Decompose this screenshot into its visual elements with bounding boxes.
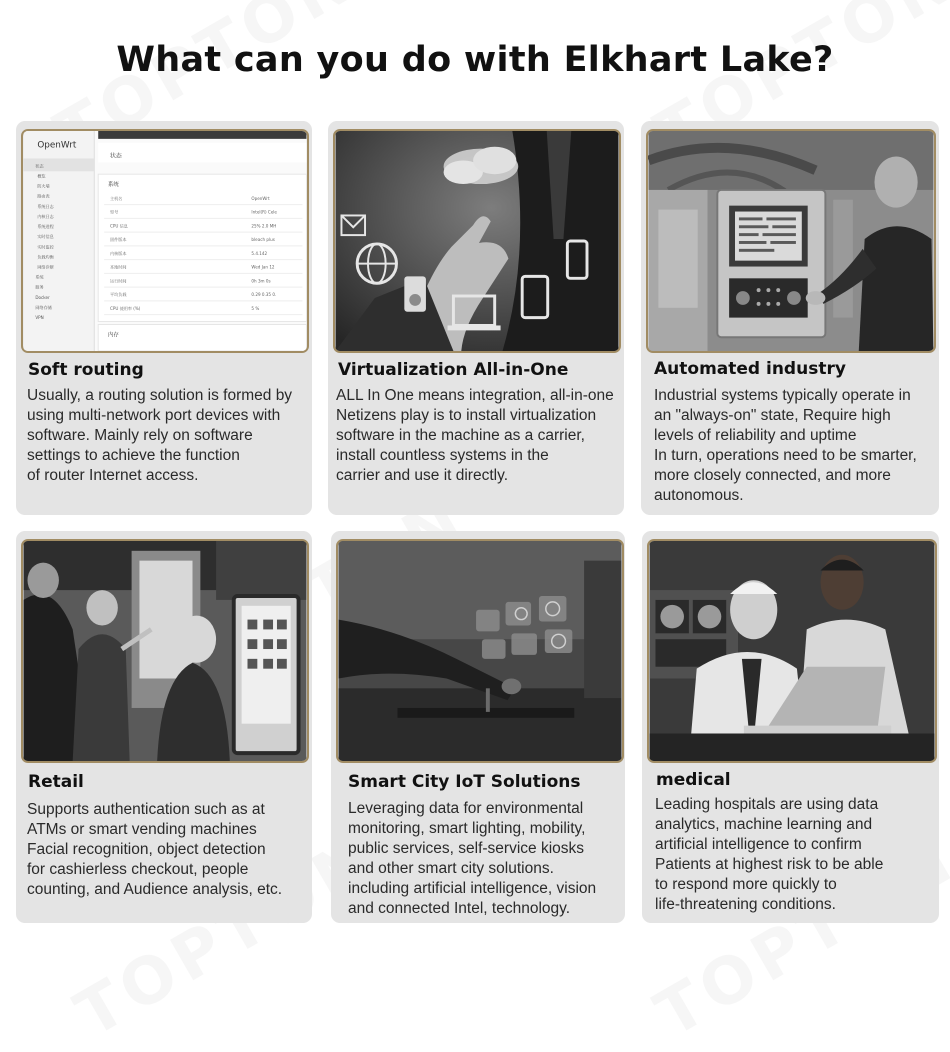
virtualization-image bbox=[333, 129, 621, 353]
openwrt-row-value: OpenWrt bbox=[251, 195, 270, 201]
openwrt-dashboard-image bbox=[21, 129, 309, 353]
card-automated-industry bbox=[641, 121, 939, 515]
card-soft-routing bbox=[16, 121, 312, 515]
openwrt-menu-item: 系统进程 bbox=[37, 224, 54, 230]
openwrt-heading: 状态 bbox=[110, 153, 122, 160]
openwrt-row-value: 25% 2.0 MH bbox=[251, 223, 277, 229]
medical-image bbox=[647, 539, 937, 763]
card-title: Automated industry bbox=[654, 359, 846, 379]
openwrt-row-label: 内核版本 bbox=[110, 250, 127, 256]
openwrt-row-label: CPU 信息 bbox=[110, 223, 128, 229]
card-retail bbox=[16, 531, 312, 923]
openwrt-section-memory: 内存 bbox=[108, 332, 119, 339]
smart-city-image bbox=[336, 539, 624, 763]
card-title: Smart City IoT Solutions bbox=[348, 772, 581, 792]
card-title: Soft routing bbox=[28, 360, 144, 380]
openwrt-row-label: 型号 bbox=[110, 209, 119, 215]
openwrt-menu-item: 路由表 bbox=[37, 193, 50, 199]
page-title: What can you do with Elkhart Lake? bbox=[116, 40, 834, 80]
openwrt-row-label: 本地时间 bbox=[110, 264, 127, 270]
industry-image bbox=[646, 129, 936, 353]
openwrt-menu-item: 负载均衡 bbox=[37, 254, 54, 260]
card-description: Leveraging data for environmental monitoring, smart lighting, mobility, public services, self-service kiosks and other smart city solutions. including artificial intelligence, vision and connected Intel, technology. bbox=[348, 800, 597, 917]
doctors-laptop-photo bbox=[649, 541, 935, 761]
openwrt-menu-item: 系统 bbox=[35, 274, 44, 280]
card-description: ALL In One means integration, all-in-one Netizens play is to install virtualization software in the machine as a carrier, install countless systems in the carrier and use it directly. bbox=[336, 387, 614, 484]
card-title: medical bbox=[656, 770, 731, 790]
self-checkout-kiosk-photo bbox=[23, 541, 307, 761]
openwrt-row-value: Wed Jan 12 bbox=[251, 264, 275, 270]
industrial-control-panel-photo bbox=[648, 131, 934, 351]
retail-image bbox=[21, 539, 309, 763]
openwrt-section-title: 系统 bbox=[108, 182, 119, 188]
openwrt-menu-item: 系统日志 bbox=[37, 203, 54, 209]
openwrt-menu-item: 概览 bbox=[37, 173, 46, 179]
openwrt-menu-item: 网络存储 bbox=[35, 304, 52, 310]
openwrt-row-value: 0h 3m 0s bbox=[251, 278, 271, 284]
openwrt-menu-item: 实时信息 bbox=[37, 234, 54, 240]
openwrt-row-value: 0.29 0.35 0. bbox=[251, 292, 277, 297]
openwrt-row-value: bleach plus bbox=[251, 237, 275, 242]
openwrt-row-value: 5.4.142 bbox=[251, 250, 268, 256]
card-medical bbox=[642, 531, 939, 923]
openwrt-logo-text: OpenWrt bbox=[37, 140, 77, 151]
openwrt-row-label: 平均负载 bbox=[110, 292, 127, 297]
openwrt-row-value: 5 % bbox=[251, 305, 260, 311]
card-title: Retail bbox=[28, 772, 84, 792]
openwrt-dashboard-screenshot bbox=[23, 131, 307, 351]
openwrt-row-label: CPU 使用率 (%) bbox=[110, 305, 141, 311]
openwrt-menu-item: 服务 bbox=[35, 284, 44, 290]
openwrt-row-label: 固件版本 bbox=[110, 237, 127, 242]
smart-city-interface-photo bbox=[338, 541, 622, 761]
openwrt-menu-item: Docker bbox=[35, 294, 50, 300]
card-description: Industrial systems typically operate in an "always-on" state, Require high levels of reliability and uptime In turn, operations need to be smarter, more closely connected, and more autonomous. bbox=[654, 387, 917, 504]
card-description: Usually, a routing solution is formed by using multi-network port devices with software. Mainly rely on software settings to achieve the function of router Internet access. bbox=[27, 387, 293, 484]
openwrt-menu-item: 实时监控 bbox=[37, 244, 54, 250]
card-smart-city bbox=[331, 531, 625, 923]
openwrt-menu-item: VPN bbox=[35, 315, 44, 321]
openwrt-menu-item: 状态 bbox=[35, 163, 44, 169]
openwrt-row-label: 运行时间 bbox=[110, 278, 127, 284]
openwrt-row-value: Intel(R) Cele bbox=[251, 209, 277, 215]
cloud-touch-icons-photo bbox=[335, 131, 619, 351]
card-description: Leading hospitals are using data analytics, machine learning and artificial intelligence to confirm Patients at highest risk to be able to respond more quickly to life-threatening conditions. bbox=[655, 796, 884, 913]
card-description: Supports authentication such as at ATMs or smart vending machines Facial recognition, object detection for cashierless checkout, people counting, and Audience analysis, etc. bbox=[27, 801, 283, 898]
card-title: Virtualization All-in-One bbox=[338, 360, 569, 380]
card-virtualization bbox=[328, 121, 624, 515]
openwrt-row-label: 主机名 bbox=[110, 195, 123, 201]
openwrt-menu-item: 网络诊断 bbox=[37, 264, 54, 270]
openwrt-menu-item: 内核日志 bbox=[37, 213, 54, 219]
openwrt-menu-item: 防火墙 bbox=[37, 183, 50, 189]
